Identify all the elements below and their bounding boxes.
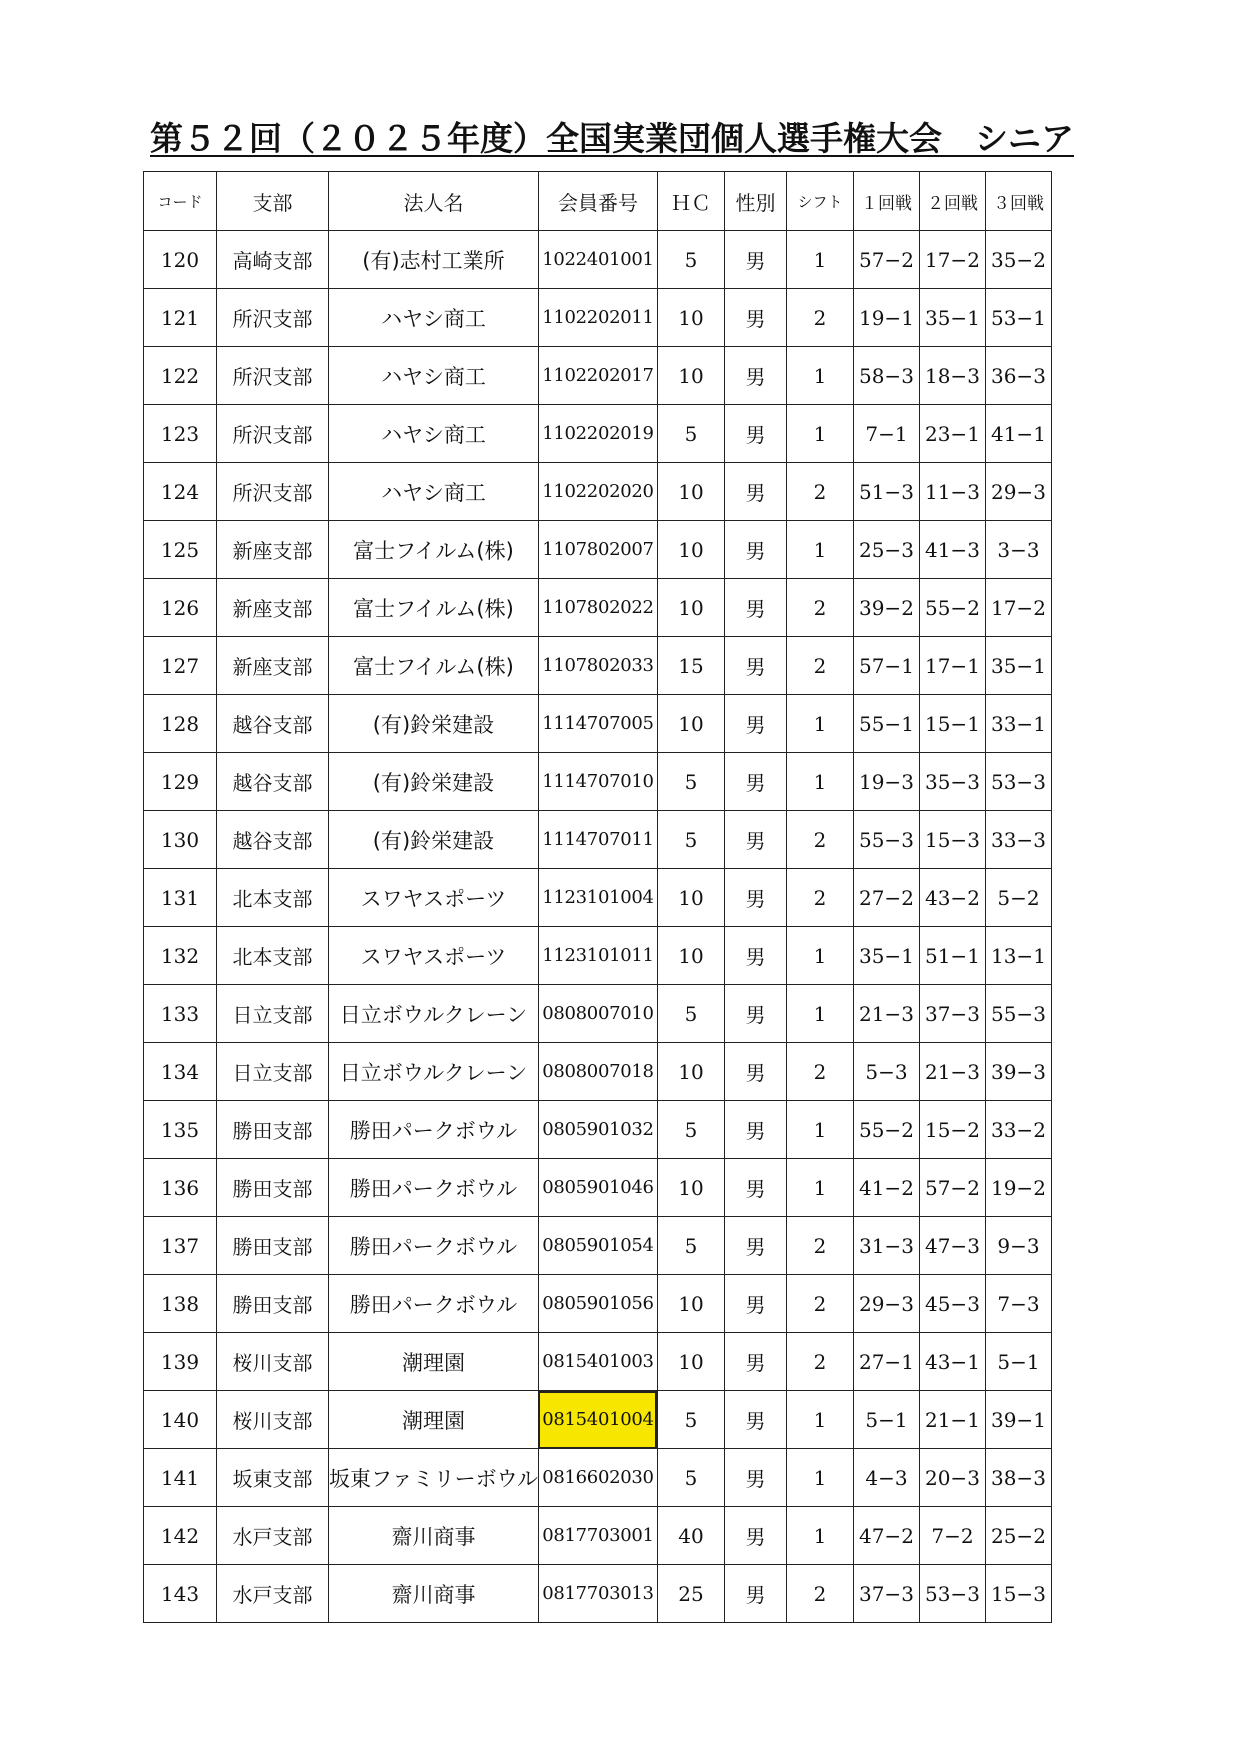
- cell-branch: 新座支部: [217, 579, 329, 637]
- cell-round-3: 13−1: [985, 927, 1051, 985]
- cell-sex: 男: [724, 753, 786, 811]
- cell-code: 124: [144, 463, 217, 521]
- cell-corp: 日立ボウルクレーン: [329, 985, 539, 1043]
- cell-round-1: 31−3: [853, 1217, 919, 1275]
- cell-code: 129: [144, 753, 217, 811]
- table-row: [144, 289, 1052, 347]
- cell-branch: 桜川支部: [217, 1333, 329, 1391]
- cell-shift: 1: [786, 521, 853, 579]
- cell-hc: 5: [657, 405, 724, 463]
- cell-round-3: 7−3: [985, 1275, 1051, 1333]
- cell-code: 130: [144, 811, 217, 869]
- cell-code: 132: [144, 927, 217, 985]
- cell-member-number: 1114707005: [538, 695, 657, 753]
- cell-shift: 1: [786, 1449, 853, 1507]
- cell-round-3: 38−3: [985, 1449, 1051, 1507]
- cell-corp: 坂東ファミリーボウル: [329, 1449, 539, 1507]
- cell-code: 140: [144, 1391, 217, 1449]
- cell-round-2: 15−1: [919, 695, 985, 753]
- table-row: [144, 1565, 1052, 1623]
- cell-corp: スワヤスポーツ: [329, 927, 539, 985]
- cell-round-3: 9−3: [985, 1217, 1051, 1275]
- cell-member-number: 1102202019: [538, 405, 657, 463]
- cell-round-3: 41−1: [985, 405, 1051, 463]
- header-round-3: ３回戦: [985, 172, 1051, 231]
- cell-member-number: 0816602030: [538, 1449, 657, 1507]
- cell-code: 139: [144, 1333, 217, 1391]
- cell-hc: 5: [657, 753, 724, 811]
- cell-round-2: 43−1: [919, 1333, 985, 1391]
- cell-round-1: 51−3: [853, 463, 919, 521]
- table-row: [144, 1449, 1052, 1507]
- cell-shift: 1: [786, 753, 853, 811]
- cell-round-3: 33−1: [985, 695, 1051, 753]
- cell-shift: 2: [786, 1565, 853, 1623]
- cell-hc: 10: [657, 347, 724, 405]
- cell-branch: 新座支部: [217, 637, 329, 695]
- cell-corp: 勝田パークボウル: [329, 1217, 539, 1275]
- cell-sex: 男: [724, 1507, 786, 1565]
- cell-hc: 10: [657, 869, 724, 927]
- cell-corp: 富士フイルム(株): [329, 637, 539, 695]
- cell-sex: 男: [724, 289, 786, 347]
- cell-member-number: 1123101011: [538, 927, 657, 985]
- cell-member-number: 0805901054: [538, 1217, 657, 1275]
- cell-branch: 勝田支部: [217, 1101, 329, 1159]
- cell-code: 126: [144, 579, 217, 637]
- cell-sex: 男: [724, 1159, 786, 1217]
- cell-member-number: 1102202020: [538, 463, 657, 521]
- cell-branch: 勝田支部: [217, 1275, 329, 1333]
- cell-shift: 1: [786, 985, 853, 1043]
- cell-branch: 越谷支部: [217, 811, 329, 869]
- cell-hc: 10: [657, 1043, 724, 1101]
- cell-round-3: 39−3: [985, 1043, 1051, 1101]
- cell-hc: 10: [657, 1275, 724, 1333]
- cell-hc: 5: [657, 1217, 724, 1275]
- cell-shift: 2: [786, 869, 853, 927]
- cell-sex: 男: [724, 1449, 786, 1507]
- cell-round-1: 27−1: [853, 1333, 919, 1391]
- cell-corp: ハヤシ商工: [329, 463, 539, 521]
- cell-corp: 齋川商事: [329, 1565, 539, 1623]
- cell-member-number: 1123101004: [538, 869, 657, 927]
- cell-round-2: 57−2: [919, 1159, 985, 1217]
- cell-sex: 男: [724, 695, 786, 753]
- cell-corp: (有)鈴栄建設: [329, 811, 539, 869]
- table-row: [144, 1275, 1052, 1333]
- cell-round-2: 55−2: [919, 579, 985, 637]
- cell-sex: 男: [724, 811, 786, 869]
- cell-shift: 2: [786, 811, 853, 869]
- table-row: [144, 1101, 1052, 1159]
- cell-round-3: 35−1: [985, 637, 1051, 695]
- cell-sex: 男: [724, 1101, 786, 1159]
- cell-round-1: 7−1: [853, 405, 919, 463]
- cell-round-3: 33−3: [985, 811, 1051, 869]
- cell-round-1: 21−3: [853, 985, 919, 1043]
- cell-sex: 男: [724, 1565, 786, 1623]
- cell-round-2: 18−3: [919, 347, 985, 405]
- cell-round-3: 36−3: [985, 347, 1051, 405]
- cell-code: 127: [144, 637, 217, 695]
- cell-round-2: 20−3: [919, 1449, 985, 1507]
- cell-round-2: 23−1: [919, 405, 985, 463]
- cell-member-number: 1107802007: [538, 521, 657, 579]
- cell-shift: 2: [786, 1217, 853, 1275]
- cell-round-3: 17−2: [985, 579, 1051, 637]
- cell-round-3: 19−2: [985, 1159, 1051, 1217]
- cell-branch: 北本支部: [217, 927, 329, 985]
- cell-branch: 所沢支部: [217, 289, 329, 347]
- cell-corp: スワヤスポーツ: [329, 869, 539, 927]
- cell-member-number: 0808007010: [538, 985, 657, 1043]
- cell-round-2: 37−3: [919, 985, 985, 1043]
- cell-round-1: 35−1: [853, 927, 919, 985]
- header-row: [144, 172, 1052, 231]
- cell-sex: 男: [724, 579, 786, 637]
- cell-sex: 男: [724, 521, 786, 579]
- cell-corp: ハヤシ商工: [329, 405, 539, 463]
- cell-shift: 2: [786, 637, 853, 695]
- cell-sex: 男: [724, 1217, 786, 1275]
- cell-code: 136: [144, 1159, 217, 1217]
- cell-round-1: 29−3: [853, 1275, 919, 1333]
- cell-round-1: 55−1: [853, 695, 919, 753]
- cell-branch: 日立支部: [217, 985, 329, 1043]
- cell-round-3: 25−2: [985, 1507, 1051, 1565]
- cell-shift: 1: [786, 1159, 853, 1217]
- cell-corp: ハヤシ商工: [329, 347, 539, 405]
- table-row: [144, 1391, 1052, 1449]
- cell-corp: 潮理園: [329, 1391, 539, 1449]
- cell-round-2: 43−2: [919, 869, 985, 927]
- cell-hc: 5: [657, 231, 724, 289]
- table-header: [144, 172, 1052, 231]
- cell-member-number: 0805901056: [538, 1275, 657, 1333]
- table-row: [144, 521, 1052, 579]
- cell-branch: 勝田支部: [217, 1217, 329, 1275]
- cell-sex: 男: [724, 869, 786, 927]
- cell-code: 143: [144, 1565, 217, 1623]
- cell-corp: 潮理園: [329, 1333, 539, 1391]
- cell-shift: 1: [786, 231, 853, 289]
- table-row: [144, 695, 1052, 753]
- cell-sex: 男: [724, 1275, 786, 1333]
- table-row: [144, 985, 1052, 1043]
- cell-corp: (有)鈴栄建設: [329, 695, 539, 753]
- cell-branch: 坂東支部: [217, 1449, 329, 1507]
- header-round-1: １回戦: [853, 172, 919, 231]
- cell-shift: 1: [786, 927, 853, 985]
- cell-round-3: 5−1: [985, 1333, 1051, 1391]
- cell-round-3: 35−2: [985, 231, 1051, 289]
- cell-round-3: 55−3: [985, 985, 1051, 1043]
- header-sex: 性別: [724, 172, 786, 231]
- cell-round-3: 53−1: [985, 289, 1051, 347]
- table-row: [144, 1159, 1052, 1217]
- cell-corp: ハヤシ商工: [329, 289, 539, 347]
- cell-hc: 5: [657, 811, 724, 869]
- cell-shift: 1: [786, 405, 853, 463]
- cell-round-3: 29−3: [985, 463, 1051, 521]
- cell-sex: 男: [724, 927, 786, 985]
- cell-hc: 5: [657, 1101, 724, 1159]
- cell-hc: 40: [657, 1507, 724, 1565]
- cell-sex: 男: [724, 985, 786, 1043]
- cell-round-2: 17−2: [919, 231, 985, 289]
- cell-corp: (有)志村工業所: [329, 231, 539, 289]
- cell-round-2: 15−2: [919, 1101, 985, 1159]
- cell-hc: 5: [657, 985, 724, 1043]
- cell-corp: 勝田パークボウル: [329, 1101, 539, 1159]
- table-row: [144, 811, 1052, 869]
- cell-round-1: 39−2: [853, 579, 919, 637]
- cell-branch: 所沢支部: [217, 405, 329, 463]
- table-row: [144, 347, 1052, 405]
- cell-shift: 2: [786, 1275, 853, 1333]
- cell-shift: 2: [786, 1043, 853, 1101]
- cell-member-number: 0817703013: [538, 1565, 657, 1623]
- cell-branch: 日立支部: [217, 1043, 329, 1101]
- cell-hc: 15: [657, 637, 724, 695]
- cell-shift: 1: [786, 1101, 853, 1159]
- cell-round-3: 33−2: [985, 1101, 1051, 1159]
- cell-sex: 男: [724, 347, 786, 405]
- cell-round-2: 47−3: [919, 1217, 985, 1275]
- cell-branch: 高崎支部: [217, 231, 329, 289]
- cell-branch: 越谷支部: [217, 695, 329, 753]
- cell-shift: 1: [786, 1391, 853, 1449]
- table-row: [144, 927, 1052, 985]
- cell-sex: 男: [724, 463, 786, 521]
- cell-shift: 1: [786, 1507, 853, 1565]
- cell-corp: 勝田パークボウル: [329, 1159, 539, 1217]
- cell-round-1: 19−3: [853, 753, 919, 811]
- cell-shift: 1: [786, 347, 853, 405]
- cell-round-2: 35−3: [919, 753, 985, 811]
- cell-code: 125: [144, 521, 217, 579]
- header-round-2: ２回戦: [919, 172, 985, 231]
- cell-round-1: 57−1: [853, 637, 919, 695]
- cell-code: 134: [144, 1043, 217, 1101]
- cell-code: 142: [144, 1507, 217, 1565]
- cell-shift: 2: [786, 289, 853, 347]
- cell-code: 131: [144, 869, 217, 927]
- cell-round-1: 27−2: [853, 869, 919, 927]
- cell-member-number: 1102202017: [538, 347, 657, 405]
- table-row: [144, 1043, 1052, 1101]
- cell-round-1: 57−2: [853, 231, 919, 289]
- cell-shift: 2: [786, 463, 853, 521]
- cell-member-number: 0817703001: [538, 1507, 657, 1565]
- table-row: [144, 1217, 1052, 1275]
- cell-hc: 25: [657, 1565, 724, 1623]
- cell-round-1: 58−3: [853, 347, 919, 405]
- cell-code: 120: [144, 231, 217, 289]
- cell-round-2: 21−3: [919, 1043, 985, 1101]
- cell-member-number: 0815401003: [538, 1333, 657, 1391]
- cell-round-1: 19−1: [853, 289, 919, 347]
- cell-round-1: 5−3: [853, 1043, 919, 1101]
- cell-round-2: 11−3: [919, 463, 985, 521]
- cell-round-2: 51−1: [919, 927, 985, 985]
- header-member: 会員番号: [538, 172, 657, 231]
- cell-corp: 齋川商事: [329, 1507, 539, 1565]
- header-branch: 支部: [217, 172, 329, 231]
- entry-table: [143, 171, 1052, 1623]
- cell-branch: 越谷支部: [217, 753, 329, 811]
- cell-hc: 10: [657, 521, 724, 579]
- cell-hc: 10: [657, 695, 724, 753]
- cell-sex: 男: [724, 405, 786, 463]
- cell-hc: 10: [657, 289, 724, 347]
- cell-shift: 2: [786, 1333, 853, 1391]
- cell-round-1: 55−2: [853, 1101, 919, 1159]
- cell-corp: 勝田パークボウル: [329, 1275, 539, 1333]
- cell-branch: 北本支部: [217, 869, 329, 927]
- cell-hc: 10: [657, 927, 724, 985]
- table-row: [144, 1507, 1052, 1565]
- cell-branch: 桜川支部: [217, 1391, 329, 1449]
- cell-hc: 10: [657, 1159, 724, 1217]
- cell-round-2: 35−1: [919, 289, 985, 347]
- cell-round-1: 41−2: [853, 1159, 919, 1217]
- cell-code: 128: [144, 695, 217, 753]
- cell-sex: 男: [724, 1043, 786, 1101]
- cell-code: 135: [144, 1101, 217, 1159]
- cell-round-1: 4−3: [853, 1449, 919, 1507]
- table-row: [144, 869, 1052, 927]
- cell-member-number: 0808007018: [538, 1043, 657, 1101]
- table-row: [144, 463, 1052, 521]
- cell-round-3: 5−2: [985, 869, 1051, 927]
- cell-round-3: 15−3: [985, 1565, 1051, 1623]
- cell-branch: 新座支部: [217, 521, 329, 579]
- cell-round-1: 25−3: [853, 521, 919, 579]
- cell-member-number: 1114707010: [538, 753, 657, 811]
- cell-hc: 5: [657, 1391, 724, 1449]
- cell-code: 137: [144, 1217, 217, 1275]
- cell-round-1: 55−3: [853, 811, 919, 869]
- cell-sex: 男: [724, 1391, 786, 1449]
- cell-round-1: 5−1: [853, 1391, 919, 1449]
- cell-code: 121: [144, 289, 217, 347]
- table-row: [144, 405, 1052, 463]
- cell-hc: 10: [657, 1333, 724, 1391]
- cell-code: 141: [144, 1449, 217, 1507]
- table-row: [144, 637, 1052, 695]
- cell-shift: 1: [786, 695, 853, 753]
- cell-hc: 5: [657, 1449, 724, 1507]
- cell-sex: 男: [724, 231, 786, 289]
- cell-round-2: 7−2: [919, 1507, 985, 1565]
- table-row: [144, 579, 1052, 637]
- cell-round-2: 21−1: [919, 1391, 985, 1449]
- cell-branch: 所沢支部: [217, 463, 329, 521]
- cell-branch: 所沢支部: [217, 347, 329, 405]
- cell-hc: 10: [657, 463, 724, 521]
- header-corp: 法人名: [329, 172, 539, 231]
- table-row: [144, 231, 1052, 289]
- cell-round-2: 53−3: [919, 1565, 985, 1623]
- cell-branch: 水戸支部: [217, 1565, 329, 1623]
- cell-round-2: 41−3: [919, 521, 985, 579]
- header-shift: シフト: [786, 172, 853, 231]
- cell-member-number: 1114707011: [538, 811, 657, 869]
- cell-round-1: 47−2: [853, 1507, 919, 1565]
- cell-code: 122: [144, 347, 217, 405]
- table-row: [144, 753, 1052, 811]
- cell-code: 133: [144, 985, 217, 1043]
- cell-corp: (有)鈴栄建設: [329, 753, 539, 811]
- cell-member-number: 1022401001: [538, 231, 657, 289]
- cell-member-number: 1107802033: [538, 637, 657, 695]
- cell-member-number-highlighted: 0815401004: [538, 1391, 657, 1449]
- cell-round-2: 45−3: [919, 1275, 985, 1333]
- cell-member-number: 1102202011: [538, 289, 657, 347]
- cell-corp: 富士フイルム(株): [329, 579, 539, 637]
- page-title: 第５２回（２０２５年度）全国実業団個人選手権大会 シニア: [150, 119, 1074, 158]
- cell-shift: 2: [786, 579, 853, 637]
- header-code: コード: [144, 172, 217, 231]
- header-hc: ＨＣ: [657, 172, 724, 231]
- cell-round-3: 53−3: [985, 753, 1051, 811]
- cell-branch: 勝田支部: [217, 1159, 329, 1217]
- cell-member-number: 1107802022: [538, 579, 657, 637]
- cell-round-2: 15−3: [919, 811, 985, 869]
- cell-code: 138: [144, 1275, 217, 1333]
- cell-round-1: 37−3: [853, 1565, 919, 1623]
- cell-sex: 男: [724, 637, 786, 695]
- table-body: [144, 231, 1052, 1623]
- cell-corp: 日立ボウルクレーン: [329, 1043, 539, 1101]
- cell-sex: 男: [724, 1333, 786, 1391]
- cell-round-3: 3−3: [985, 521, 1051, 579]
- cell-code: 123: [144, 405, 217, 463]
- cell-hc: 10: [657, 579, 724, 637]
- cell-corp: 富士フイルム(株): [329, 521, 539, 579]
- table-row: [144, 1333, 1052, 1391]
- cell-branch: 水戸支部: [217, 1507, 329, 1565]
- cell-round-2: 17−1: [919, 637, 985, 695]
- cell-member-number: 0805901032: [538, 1101, 657, 1159]
- cell-round-3: 39−1: [985, 1391, 1051, 1449]
- cell-member-number: 0805901046: [538, 1159, 657, 1217]
